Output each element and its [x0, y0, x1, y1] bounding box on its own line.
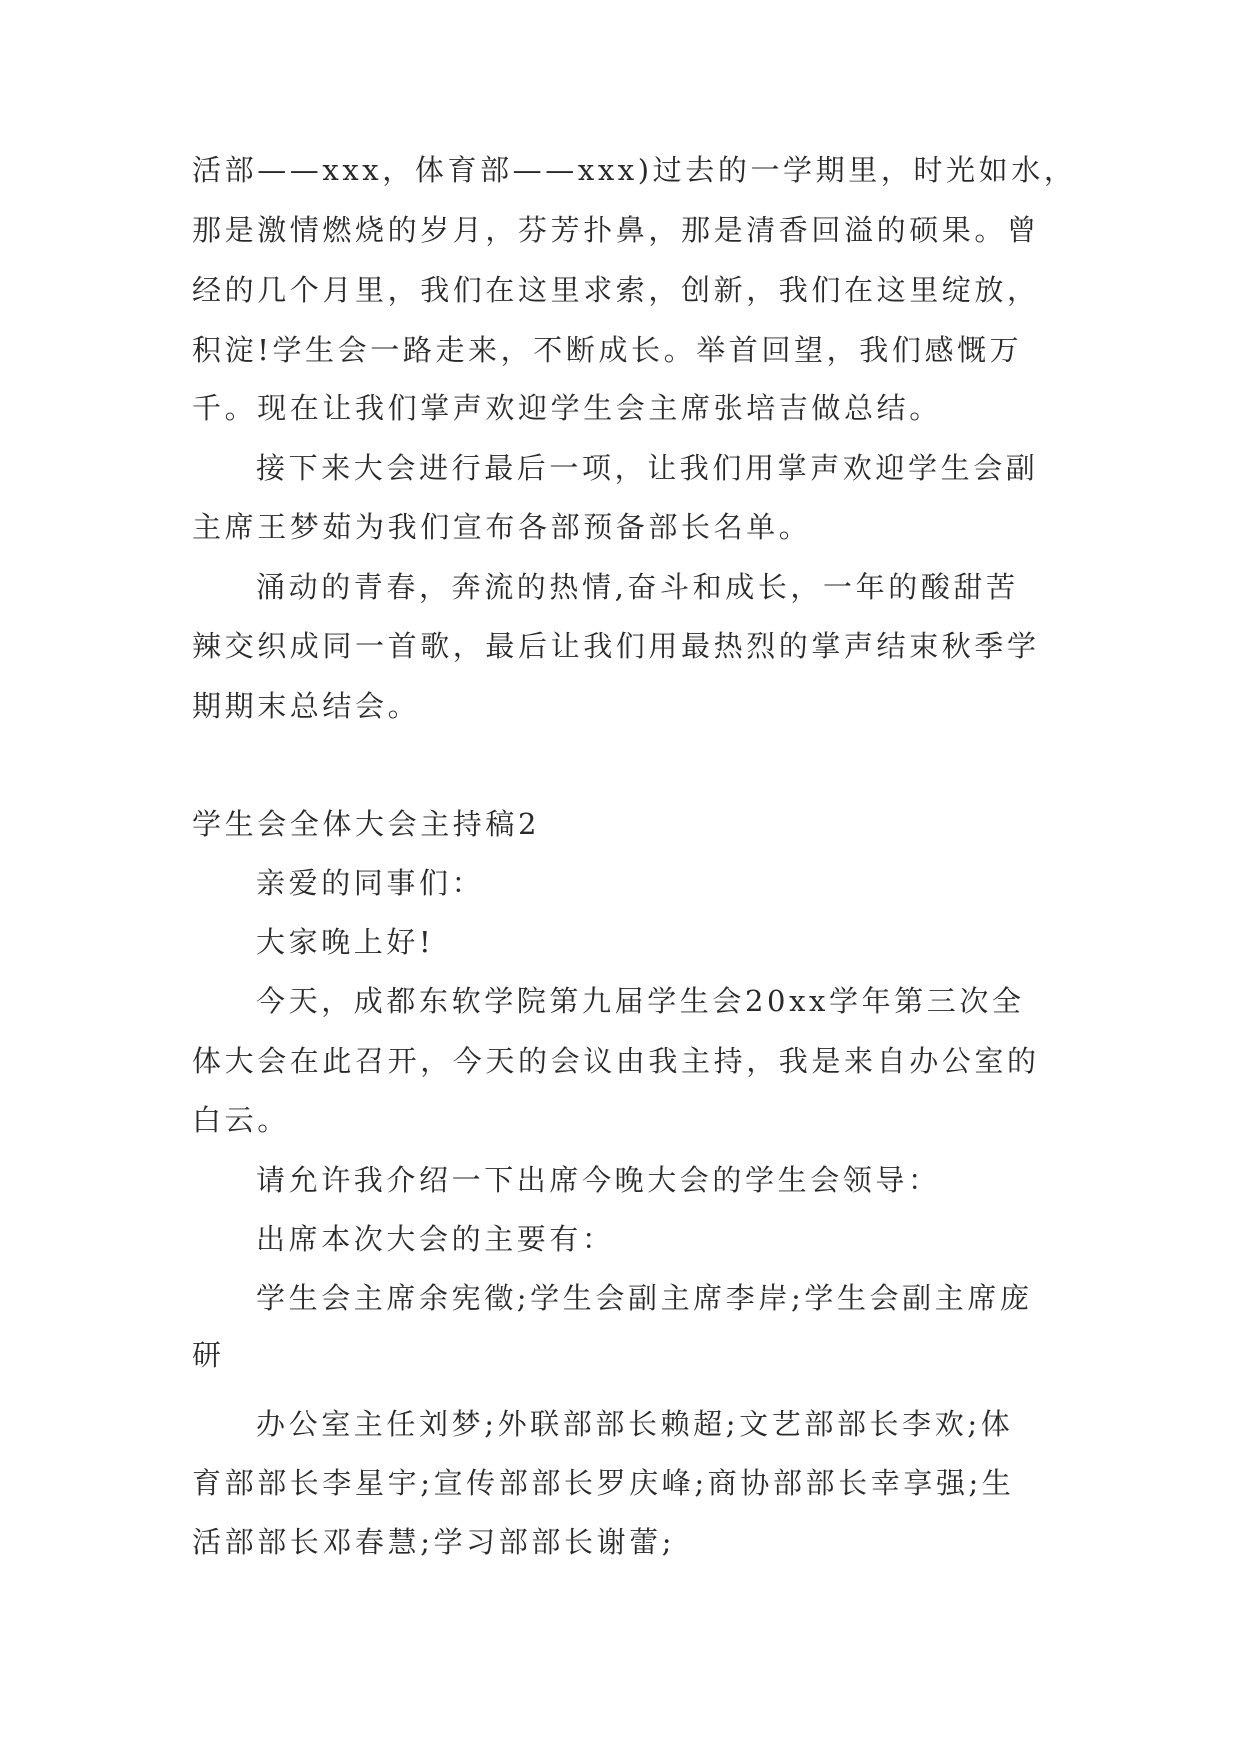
text-line: 辣交织成同一首歌，最后让我们用最热烈的掌声结束秋季学 [192, 629, 1040, 663]
text-line: 期期末总结会。 [192, 689, 421, 723]
text-line: 积淀!学生会一路走来，不断成长。举首回望，我们感慨万 [192, 333, 1023, 367]
text-line: 主席王梦茹为我们宣布各部预备部长名单。 [192, 510, 812, 544]
text-line: 接下来大会进行最后一项，让我们用掌声欢迎学生会副 [256, 451, 1039, 485]
text-line: 请允许我介绍一下出席今晚大会的学生会领导： [256, 1163, 941, 1197]
text-line: 办公室主任刘梦;外联部部长赖超;文艺部部长李欢;体 [256, 1407, 1014, 1441]
text-line: 白云。 [192, 1103, 290, 1137]
text-line: 大家晚上好! [256, 925, 435, 959]
text-line: 活部——xxx，体育部——xxx)过去的一学期里，时光如水， [192, 153, 1077, 187]
text-line: 出席本次大会的主要有： [256, 1222, 615, 1256]
text-line: 涌动的青春，奔流的热情,奋斗和成长，一年的酸甜苦 [256, 570, 1019, 604]
section-title: 学生会全体大会主持稿2 [192, 807, 541, 841]
text-line: 今天，成都东软学院第九届学生会20xx学年第三次全 [256, 984, 1025, 1018]
text-line: 学生会主席余宪徵;学生会副主席李岸;学生会副主席庞 [256, 1281, 1033, 1315]
text-line: 体大会在此召开，今天的会议由我主持，我是来自办公室的 [192, 1044, 1040, 1078]
text-line: 育部部长李星宇;宣传部部长罗庆峰;商协部部长幸享强;生 [192, 1466, 1015, 1500]
text-line: 那是激情燃烧的岁月，芬芳扑鼻，那是清香回溢的硕果。曾 [192, 213, 1040, 247]
text-line: 经的几个月里，我们在这里求索，创新，我们在这里绽放， [192, 273, 1040, 307]
text-line: 千。现在让我们掌声欢迎学生会主席张培吉做总结。 [192, 391, 942, 425]
text-line: 亲爱的同事们： [256, 866, 485, 900]
text-line: 研 [192, 1338, 225, 1372]
text-line: 活部部长邓春慧;学习部部长谢蕾; [192, 1525, 676, 1559]
